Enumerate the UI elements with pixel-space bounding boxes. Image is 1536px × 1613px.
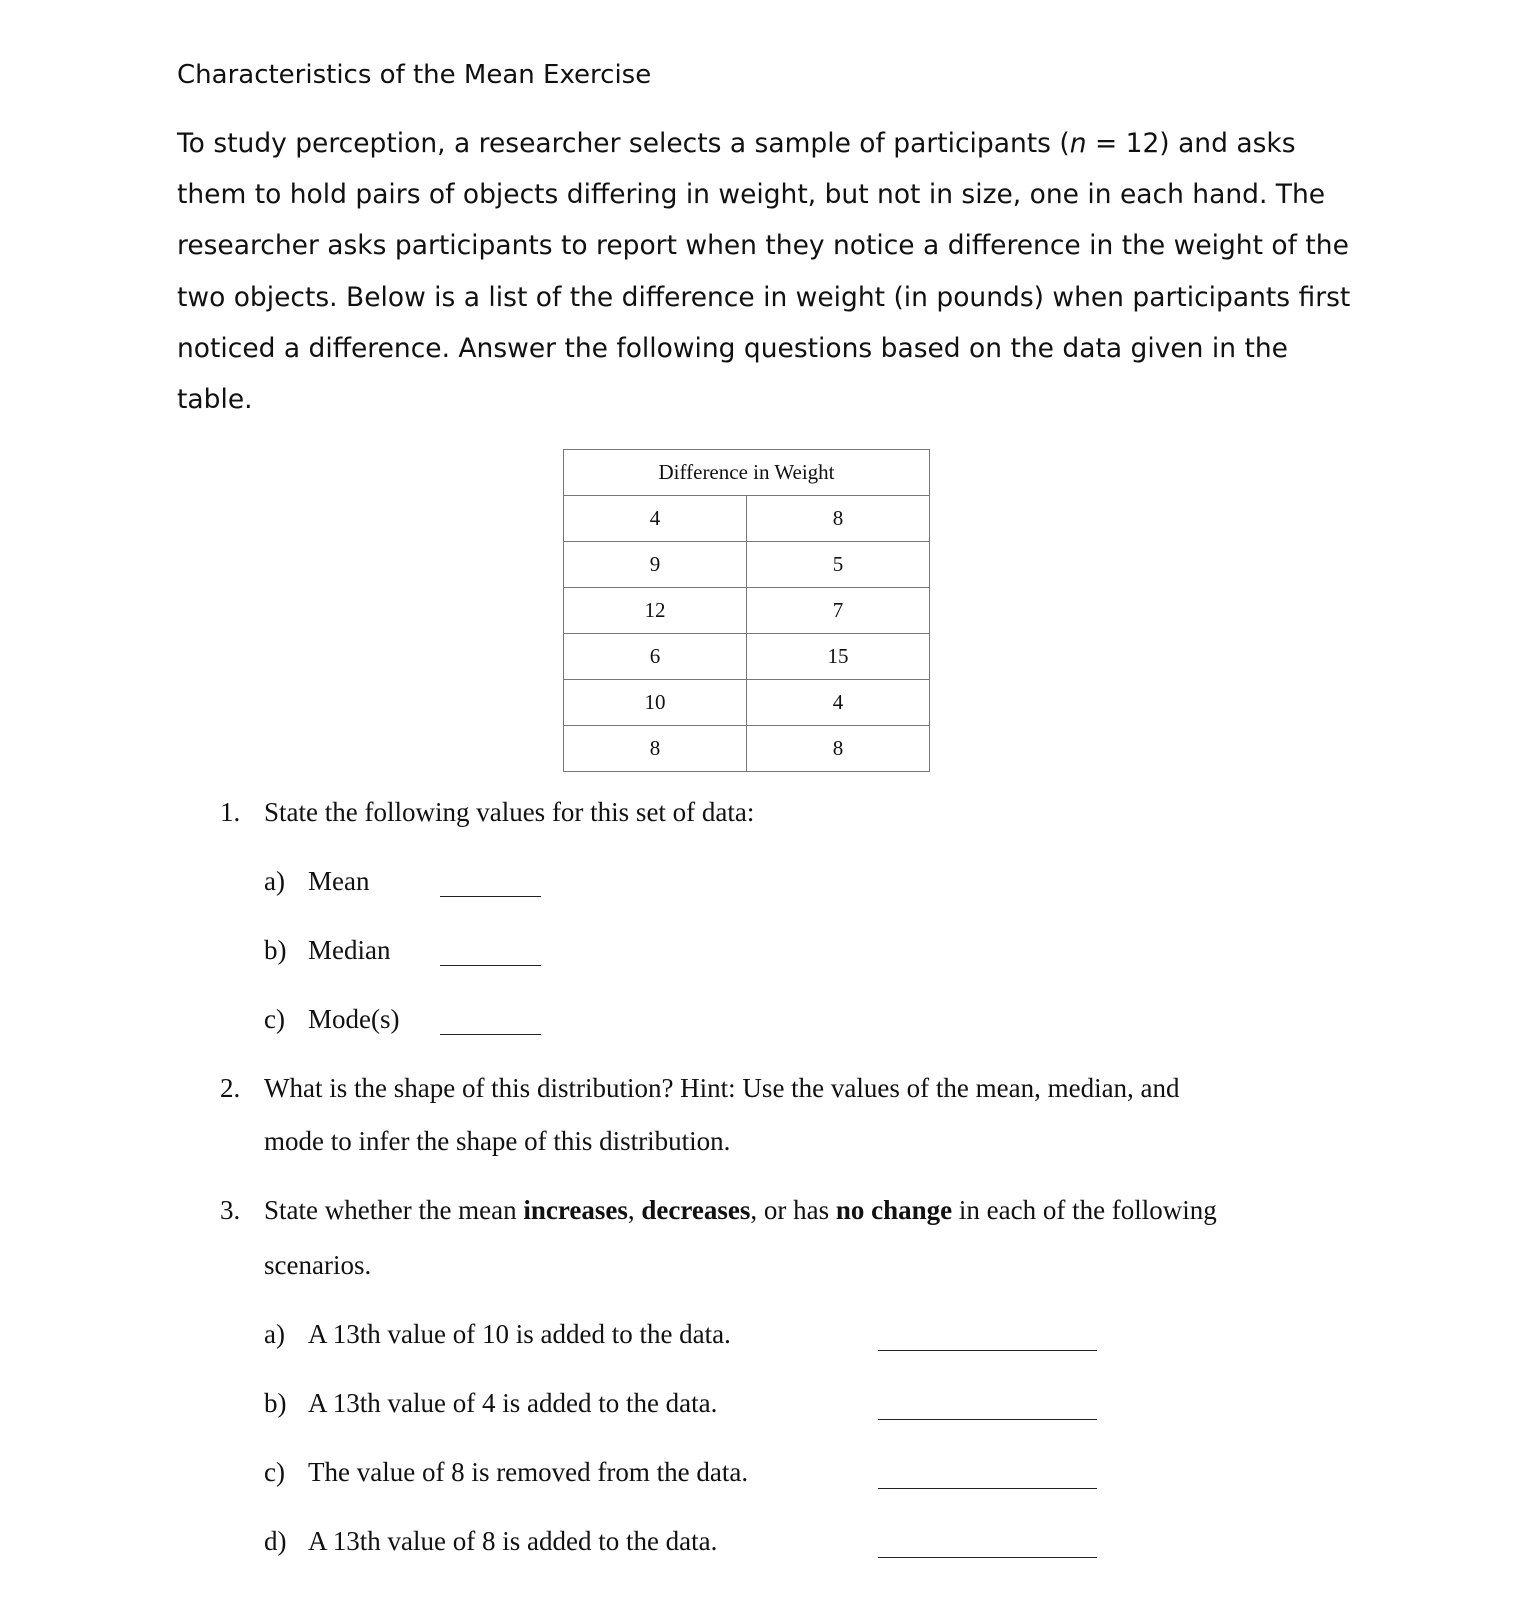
table-cell: 9: [564, 542, 747, 588]
table-cell: 8: [747, 726, 930, 772]
answer-blank[interactable]: [878, 1419, 1097, 1420]
table-cell: 8: [564, 726, 747, 772]
item-text: The value of 8 is removed from the data.: [308, 1457, 749, 1487]
table-row: [564, 726, 930, 772]
item-label: b): [264, 1388, 287, 1418]
n-variable: n: [1069, 128, 1087, 159]
answer-blank[interactable]: [440, 896, 541, 897]
table-cell: 7: [747, 588, 930, 634]
answer-blank[interactable]: [878, 1557, 1097, 1558]
text: ,: [627, 1195, 642, 1225]
item-text: A 13th value of 8 is added to the data.: [308, 1526, 718, 1556]
text: , or has: [750, 1195, 836, 1225]
bold-term: no change: [835, 1195, 953, 1225]
table-cell: 4: [564, 496, 747, 542]
text: in each of the following: [952, 1195, 1217, 1225]
page-title: Characteristics of the Mean Exercise: [177, 60, 652, 90]
item-label: c): [264, 1457, 285, 1487]
data-table: [563, 449, 930, 772]
item-text: Mean: [308, 866, 370, 896]
table-row: [564, 634, 930, 680]
answer-blank[interactable]: [440, 965, 541, 966]
item-label: b): [264, 935, 287, 965]
intro-paragraph: [177, 118, 1357, 425]
item-label: c): [264, 1004, 285, 1034]
bold-term: increases: [523, 1195, 628, 1225]
text: State whether the mean: [264, 1195, 524, 1225]
table-cell: 15: [747, 634, 930, 680]
question-text: [264, 1195, 1217, 1226]
item-text: Mode(s): [308, 1004, 400, 1034]
question-text: mode to infer the shape of this distribution.: [264, 1126, 731, 1156]
item-label: a): [264, 866, 285, 896]
answer-blank[interactable]: [878, 1488, 1097, 1489]
intro-text: = 12) and asks them to hold pairs of objects differing in weight, but not in size, one in each hand. The researcher asks participants to report when they notice a difference in the weight of the two objects. Below is a list of the difference in weight (in pounds) when participants first noticed a difference. Answer the following questions based on the data given in the table.: [177, 128, 1351, 416]
intro-text: To study perception, a researcher selects a sample of participants (: [177, 128, 1070, 159]
table-cell: 5: [747, 542, 930, 588]
table-cell: 10: [564, 680, 747, 726]
table-cell: 6: [564, 634, 747, 680]
table-row: [564, 680, 930, 726]
question-number: 2.: [220, 1073, 241, 1103]
question-text: scenarios.: [264, 1250, 372, 1280]
question-text: State the following values for this set of data:: [264, 797, 755, 827]
bold-term: decreases: [641, 1195, 751, 1225]
table-header: Difference in Weight: [564, 450, 930, 496]
table-row: [564, 542, 930, 588]
item-label: d): [264, 1526, 287, 1556]
table-row: [564, 588, 930, 634]
table-cell: 12: [564, 588, 747, 634]
question-number: 1.: [220, 797, 241, 827]
question-number: 3.: [220, 1195, 241, 1225]
table-cell: 8: [747, 496, 930, 542]
item-label: a): [264, 1319, 285, 1349]
item-text: A 13th value of 4 is added to the data.: [308, 1388, 718, 1418]
answer-blank[interactable]: [440, 1034, 541, 1035]
item-text: Median: [308, 935, 391, 965]
table-row: [564, 496, 930, 542]
item-text: A 13th value of 10 is added to the data.: [308, 1319, 731, 1349]
question-text: What is the shape of this distribution? Hint: Use the values of the mean, median, and: [264, 1073, 1180, 1103]
table-cell: 4: [747, 680, 930, 726]
answer-blank[interactable]: [878, 1350, 1097, 1351]
